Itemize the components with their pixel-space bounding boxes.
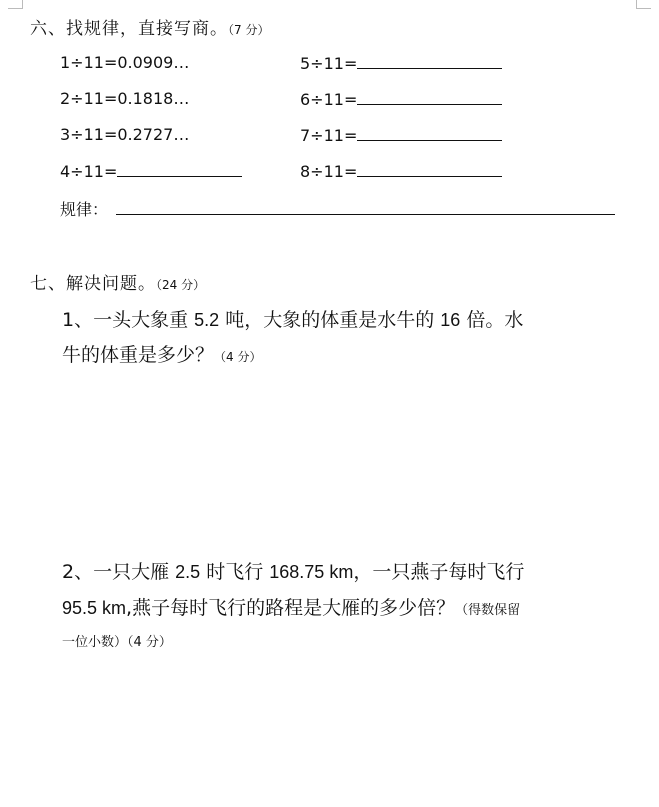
problem-2-number-speed: 95.5 km: [62, 598, 127, 618]
problem-1-text-a: 1、一头大象重: [62, 309, 195, 331]
equation-3: 3÷11=0.2727…: [60, 125, 190, 144]
problem-2-line-1: [62, 557, 524, 584]
answer-blank-6[interactable]: [357, 89, 502, 105]
problem-2-note: （得数保留: [455, 603, 521, 618]
problem-2-number-hours: 2.5: [175, 562, 201, 582]
rule-label: 规律：: [60, 200, 109, 219]
problem-2-text-c: 时飞行: [200, 561, 270, 583]
answer-blank-7[interactable]: [357, 125, 502, 141]
equation-1: 1÷11=0.0909…: [60, 53, 190, 72]
equation-4: [60, 161, 242, 181]
equation-6: [300, 89, 502, 109]
problem-2-line-2: [62, 593, 520, 620]
rule-answer-line[interactable]: [116, 214, 615, 215]
problem-2-question: ,燕子每时飞行的路程是大雁的多少倍？: [126, 597, 456, 619]
answer-blank-4[interactable]: [117, 161, 242, 177]
equation-6-text: 6÷11=: [300, 90, 358, 109]
problem-1-question: 牛的体重是多少？: [62, 344, 215, 366]
equation-2: 2÷11=0.1818…: [60, 89, 190, 108]
equation-5: [300, 53, 502, 73]
problem-2-line-3: 一位小数）（4 分）: [62, 635, 172, 650]
problem-1-number-multiple: 16: [440, 310, 461, 330]
problem-1-number-weight: 5.2: [194, 310, 220, 330]
equation-4-text: 4÷11=: [60, 162, 118, 181]
crop-mark-left: [8, 0, 23, 9]
section-7-title: [30, 269, 205, 294]
equation-8: [300, 161, 502, 181]
section-6-score: （7 分）: [228, 23, 270, 37]
section-7-heading: 七、解决问题。: [30, 274, 156, 294]
section-6-heading: 六、找规律，直接写商。: [30, 19, 228, 39]
equation-7: [300, 125, 502, 145]
equation-5-text: 5÷11=: [300, 54, 358, 73]
problem-2-text-a: 2、一只大雁: [62, 561, 176, 583]
problem-2-number-distance: 168.75 km: [269, 562, 354, 582]
section-7-score: （24 分）: [156, 278, 206, 292]
answer-blank-8[interactable]: [357, 161, 502, 177]
equation-8-text: 8÷11=: [300, 162, 358, 181]
problem-1-line-1: [62, 305, 523, 332]
answer-blank-5[interactable]: [357, 53, 502, 69]
equation-7-text: 7÷11=: [300, 126, 358, 145]
problem-1-line-2: [62, 340, 261, 367]
problem-1-text-e: 倍。水: [460, 309, 524, 331]
problem-2-text-e: ，一只燕子每时飞行: [353, 561, 525, 583]
crop-mark-right: [636, 0, 651, 9]
problem-1-text-c: 吨，大象的体重是水牛的: [219, 309, 441, 331]
problem-1-score: （4 分）: [214, 350, 262, 364]
section-6-title: [30, 14, 269, 39]
